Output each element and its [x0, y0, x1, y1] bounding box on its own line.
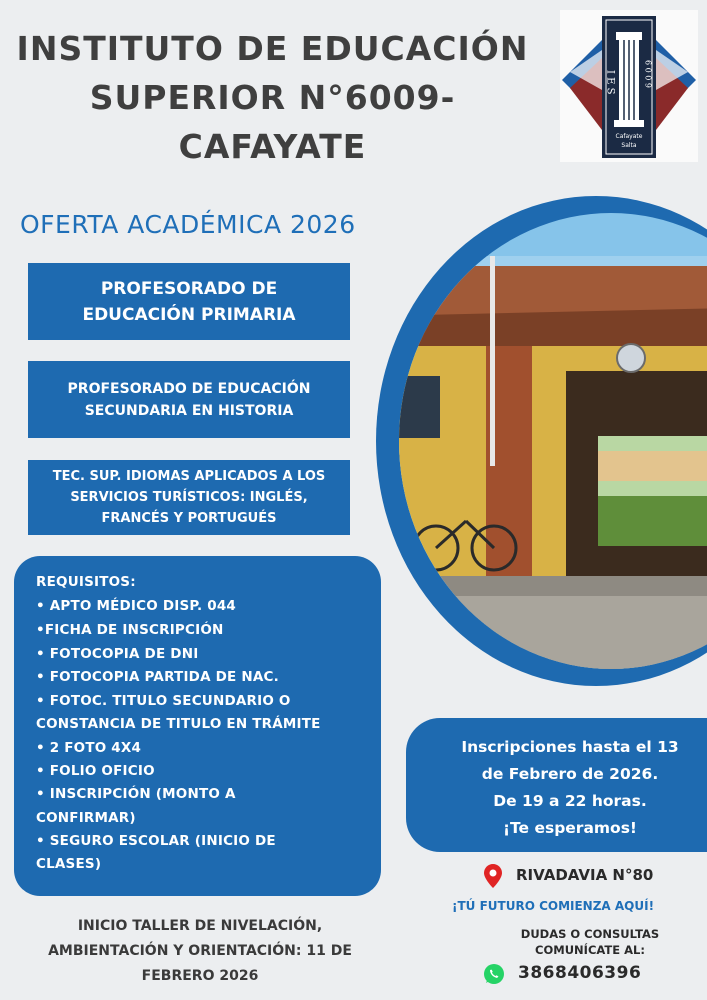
program-tourism-languages: [28, 460, 350, 535]
requirement-line: • FOTOCOPIA DE DNI: [36, 646, 199, 662]
footer-line: INICIO TALLER DE NIVELACIÓN,: [77, 918, 323, 934]
leveling-workshop-notice: [10, 914, 390, 989]
requirement-line: • FOTOC. TITULO SECUNDARIO O: [36, 693, 291, 709]
inscription-line: de Febrero de 2026.: [481, 765, 659, 783]
footer-line: FEBRERO 2026: [141, 968, 259, 984]
program-history-secondary: [28, 361, 350, 438]
campus-building-image: [376, 196, 707, 686]
logo-left-text: I E S: [604, 70, 616, 95]
requirement-line: • FOLIO OFICIO: [36, 763, 155, 779]
inscription-line: ¡Te esperamos!: [502, 819, 638, 837]
title-line: SUPERIOR N°6009-: [89, 78, 456, 117]
program-line: PROFESORADO DE: [100, 278, 278, 299]
address-text: RIVADAVIA N°80: [516, 866, 654, 884]
map-pin-icon: [484, 864, 502, 888]
requirement-line: • FOTOCOPIA PARTIDA DE NAC.: [36, 669, 279, 685]
inscription-line: De 19 a 22 horas.: [493, 792, 647, 810]
whatsapp-icon: [483, 963, 505, 985]
logo-bottom-text: Salta: [621, 142, 637, 149]
institute-logo: [560, 10, 698, 162]
footer-line: AMBIENTACIÓN Y ORIENTACIÓN: 11 DE: [48, 943, 352, 959]
requirement-line: CLASES): [36, 856, 102, 872]
requirement-line: • 2 FOTO 4X4: [36, 740, 142, 756]
requirements-title: REQUISITOS:: [36, 574, 136, 590]
slogan-text: ¡TÚ FUTURO COMIENZA AQUÍ!: [452, 899, 655, 913]
page-title: [0, 24, 545, 171]
inscription-line: Inscripciones hasta el 13: [461, 738, 679, 756]
phone-number: 3868406396: [518, 963, 642, 983]
logo-right-text: 6 0 0 9: [643, 60, 653, 88]
requirement-line: CONFIRMAR): [36, 810, 136, 826]
program-line: TEC. SUP. IDIOMAS APLICADOS A LOS: [52, 469, 326, 484]
column-pillar-icon: [560, 10, 698, 162]
logo-bottom-text: Cafayate: [615, 133, 643, 140]
title-line: INSTITUTO DE EDUCACIÓN: [16, 29, 529, 68]
program-line: FRANCÉS Y PORTUGUÉS: [101, 511, 277, 526]
contact-prompt-line: DUDAS O CONSULTAS: [520, 927, 660, 941]
program-line: SERVICIOS TURÍSTICOS: INGLÉS,: [70, 490, 308, 505]
program-line: PROFESORADO DE EDUCACIÓN: [67, 380, 311, 397]
campus-photo: [376, 196, 707, 686]
program-line: SECUNDARIA EN HISTORIA: [84, 402, 294, 419]
program-line: EDUCACIÓN PRIMARIA: [82, 304, 296, 325]
contact-prompt-line: COMUNÍCATE AL:: [535, 943, 645, 957]
requirement-line: CONSTANCIA DE TITULO EN TRÁMITE: [36, 716, 321, 732]
offer-subtitle: OFERTA ACADÉMICA 2026: [20, 210, 356, 239]
requirement-line: • SEGURO ESCOLAR (INICIO DE: [36, 833, 276, 849]
requirement-line: • INSCRIPCIÓN (MONTO A: [36, 786, 236, 802]
program-primary-education: [28, 263, 350, 340]
title-line: CAFAYATE: [178, 127, 367, 166]
requirement-line: •FICHA DE INSCRIPCIÓN: [36, 622, 224, 638]
requirement-line: • APTO MÉDICO DISP. 044: [36, 598, 237, 614]
contact-prompt: [490, 926, 690, 958]
